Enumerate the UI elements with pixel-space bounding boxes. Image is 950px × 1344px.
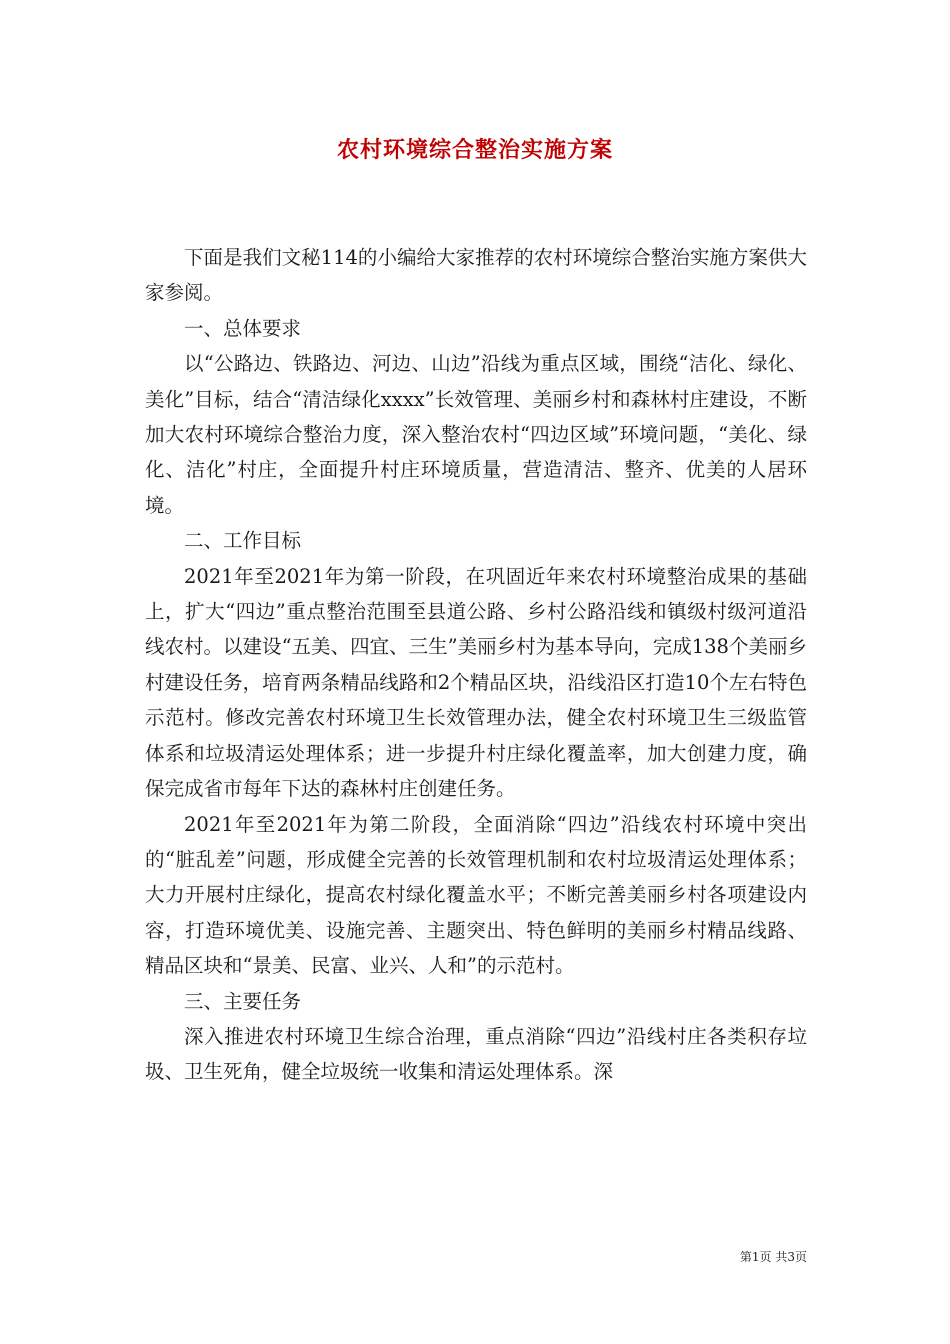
section-heading-main-tasks: 三、主要任务: [184, 989, 302, 1013]
stage-one-paragraph: 2021年至2021年为第一阶段，在巩固近年来农村环境整治成果的基础上，扩大“四边”重点整治范围至县道公路、乡村公路沿线和镇级村级河道沿线农村。以建设“五美、四宜、三生”美丽乡村为基本导向，完成138个美丽乡村建设任务，培育两条精品线路和2个精品区块，沿线沿区打造10个左右特色示范村。修改完善农村环境卫生长效管理办法，健全农村环境卫生三级监管体系和垃圾清运处理体系；进一步提升村庄绿化覆盖率，加大创建力度，确保完成省市每年下达的森林村庄创建任务。: [145, 564, 807, 801]
stage-two-paragraph: 2021年至2021年为第二阶段，全面消除“四边”沿线农村环境中突出的“脏乱差”问题，形成健全完善的长效管理机制和农村垃圾清运处理体系；大力开展村庄绿化，提高农村绿化覆盖水平；不断完善美丽乡村各项建设内容，打造环境优美、设施完善、主题突出、特色鲜明的美丽乡村精品线路、精品区块和“景美、民富、业兴、人和”的示范村。: [145, 812, 807, 978]
main-tasks-paragraph: 深入推进农村环境卫生综合治理，重点消除“四边”沿线村庄各类积存垃圾、卫生死角，健全垃圾统一收集和清运处理体系。深: [145, 1024, 807, 1084]
document-body: [145, 240, 807, 1090]
general-requirements-paragraph: 以“公路边、铁路边、河边、山边”沿线为重点区域，围绕“洁化、绿化、美化”目标，结合“清洁绿化xxxx”长效管理、美丽乡村和森林村庄建设，不断加大农村环境综合整治力度，深入整治农村“四边区域”环境问题，“美化、绿化、洁化”村庄，全面提升村庄环境质量，营造清洁、整齐、优美的人居环境。: [145, 352, 807, 517]
page-number: 第1页 共3页: [739, 1250, 807, 1264]
intro-paragraph: 下面是我们文秘114的小编给大家推荐的农村环境综合整治实施方案供大家参阅。: [145, 246, 807, 305]
section-heading-general-requirements: 一、总体要求: [184, 316, 302, 340]
document-title: 农村环境综合整治实施方案: [336, 137, 613, 163]
section-heading-work-goals: 二、工作目标: [184, 529, 302, 553]
